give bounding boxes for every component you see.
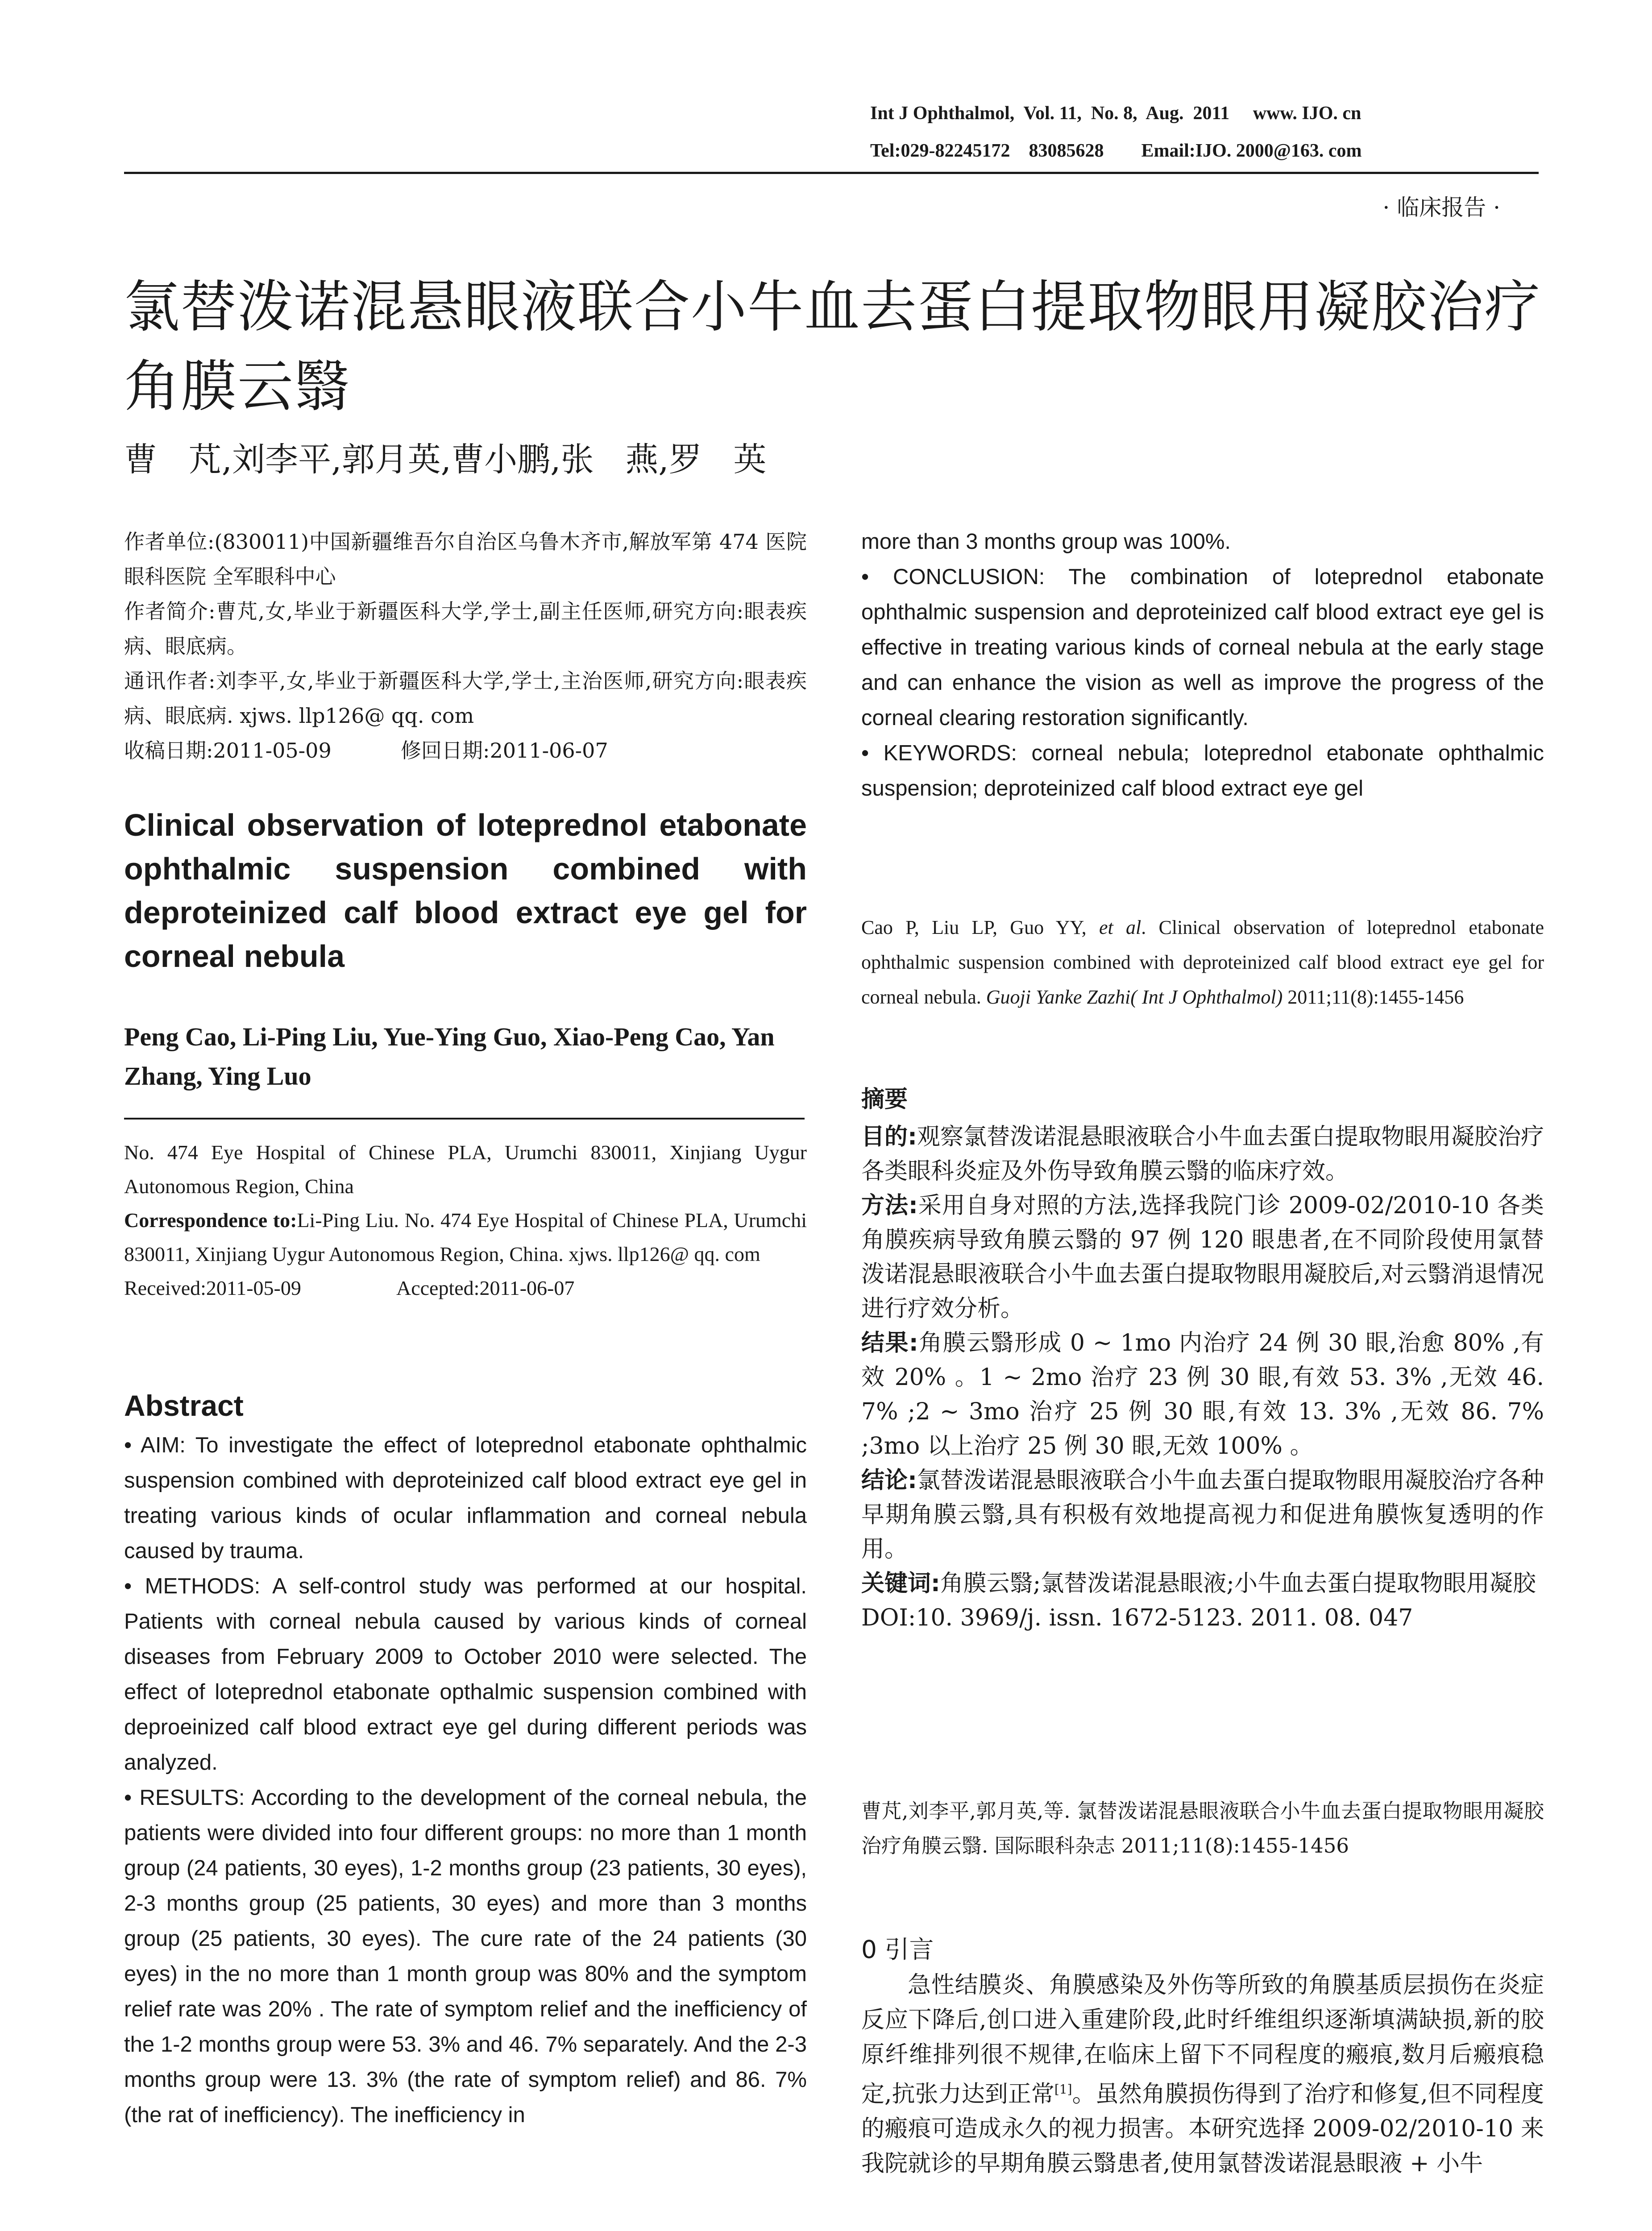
- citation-en-title: . Clinical observation of loteprednol etabonate ophthalmic suspension combined with deproteinized calf blood extract eye gel for corneal nebula.: [861, 916, 1544, 1008]
- citation-en-etal: et al: [1099, 916, 1141, 938]
- citation-en-journal: Guoji Yanke Zazhi( Int J Ophthalmol): [986, 986, 1283, 1008]
- results-text-cn: 角膜云翳形成 0 ~ 1mo 内治疗 24 例 30 眼,治愈 80% ,有效 20% 。1 ~ 2mo 治疗 23 例 30 眼,有效 53. 3% ,无效 46. 7% ;2 ~ 3mo 治疗 25 例 30 眼,有效 13. 3% ,无效 86. 7% ;3mo 以上治疗 25 例 30 眼,无效 100% 。: [861, 1330, 1544, 1460]
- contact-header: Tel:029-82245172 83085628 Email:IJO. 2000@163. com: [870, 141, 1362, 161]
- abstract-cn-conclusion: [861, 1464, 1544, 1567]
- abstract-methods: • METHODS: A self-control study was performed at our hospital. Patients with corneal nebula caused by various kinds of corneal diseases from February 2009 to October 2010 were selected. The effect of loteprednol etabonate opthalmic suspension combined with deproeinized calf blood extract eye gel during different periods was analyzed.: [124, 1574, 807, 1775]
- affiliation-cn: [124, 524, 807, 768]
- header-rule: [124, 172, 1539, 174]
- conclusion-text-cn: 氯替泼诺混悬眼液联合小牛血去蛋白提取物眼用凝胶治疗各种早期角膜云翳,具有积极有效地提高视力和促进角膜恢复透明的作用。: [861, 1467, 1544, 1563]
- keywords-text-cn: 角膜云翳;氯替泼诺混悬眼液;小牛血去蛋白提取物眼用凝胶: [940, 1570, 1536, 1597]
- citation-en-volume: 2011;11(8):1455-1456: [1283, 986, 1464, 1008]
- aim-label-cn: 目的:: [861, 1124, 917, 1150]
- citation-en: [861, 910, 1544, 1015]
- abstract-cn: [861, 1120, 1544, 1635]
- intro-heading: 0 引言: [861, 1935, 934, 1964]
- received-date-cn: 收稿日期:2011-05-09: [124, 738, 332, 763]
- dates-en: [124, 1271, 807, 1305]
- intro-paragraph: [861, 1968, 1544, 2181]
- correspondence-label: Correspondence to:: [124, 1209, 297, 1232]
- abstract-keywords: • KEYWORDS: corneal nebula; loteprednol etabonate ophthalmic suspension; deproteinized calf blood extract eye gel: [861, 741, 1544, 800]
- title-cn: 氯替泼诺混悬眼液联合小牛血去蛋白提取物眼用凝胶治疗角膜云翳: [124, 275, 1541, 419]
- journal-header: Int J Ophthalmol, Vol. 11, No. 8, Aug. 2011 www. IJO. cn: [870, 103, 1361, 124]
- corresponding-author: 通讯作者:刘李平,女,毕业于新疆医科大学,学士,主治医师,研究方向:眼表疾病、眼底病. xjws. llp126@ qq. com: [124, 669, 807, 728]
- affiliation-unit: 作者单位:(830011)中国新疆维吾尔自治区乌鲁木齐市,解放军第 474 医院眼科医院 全军眼科中心: [124, 530, 807, 589]
- author-intro: 作者简介:曹芃,女,毕业于新疆医科大学,学士,副主任医师,研究方向:眼表疾病、眼底病。: [124, 599, 807, 658]
- intro-text-1: 急性结膜炎、角膜感染及外伤等所致的角膜基质层损伤在炎症反应下降后,创口进入重建阶段,此时纤维组织逐渐填满缺损,新的胶原纤维排列很不规律,在临床上留下不同程度的瘢痕,数月后瘢痕稳定,抗张力达到正常: [861, 1972, 1544, 2108]
- abstract-conclusion: • CONCLUSION: The combination of loteprednol etabonate ophthalmic suspension and deproteinized calf blood extract eye gel is effective in treating various kinds of corneal nebula at the early stage and can enhance the vision as well as improve the progress of the corneal clearing restoration significantly.: [861, 565, 1544, 730]
- abstract-aim: • AIM: To investigate the effect of loteprednol etabonate ophthalmic suspension combined with deproteinized calf blood extract eye gel in treating various kinds of ocular inflammation and corneal nebula caused by trauma.: [124, 1433, 807, 1563]
- abstract-results-cont: more than 3 months group was 100%.: [861, 530, 1231, 554]
- section-label: · 临床报告 ·: [1382, 195, 1500, 220]
- abstract-results: • RESULTS: According to the development of the corneal nebula, the patients were divided into four different groups: no more than 1 month group (24 patients, 30 eyes), 1-2 months group (23 patients, 30 eyes), 2-3 months group (25 patients, 30 eyes) and more than 3 months group (25 patients, 30 eyes). The cure rate of the 24 patients (30 eyes) in the no more than 1 month group was 80% and the symptom relief rate was 20% . The rate of symptom relief and the inefficiency of the 1-2 months group were 53. 3% and 46. 7% separately. And the 2-3 months group were 13. 3% (the rate of symptom relief) and 86. 7% (the rat of inefficiency). The inefficiency in: [124, 1786, 807, 2127]
- dates-cn: [124, 733, 807, 768]
- abstract-heading: Abstract: [124, 1389, 244, 1422]
- affiliation-address: No. 474 Eye Hospital of Chinese PLA, Urumchi 830011, Xinjiang Uygur Autonomous Region, China: [124, 1141, 807, 1198]
- citation-cn: 曹芃,刘李平,郭月英,等. 氯替泼诺混悬眼液联合小牛血去蛋白提取物眼用凝胶治疗角膜云翳. 国际眼科杂志 2011;11(8):1455-1456: [861, 1799, 1544, 1858]
- conclusion-label-cn: 结论:: [861, 1467, 917, 1494]
- correspondence-text: Li-Ping Liu. No. 474 Eye Hospital of Chinese PLA, Urumchi 830011, Xinjiang Uygur Autonomous Region, China. xjws. llp126@ qq. com: [124, 1209, 807, 1265]
- citation-en-authors: Cao P, Liu LP, Guo YY,: [861, 916, 1099, 938]
- keywords-label-cn: 关键词:: [861, 1570, 940, 1597]
- affiliation-en: [124, 1136, 807, 1305]
- abstract-en-right: [861, 524, 1544, 806]
- authors-en: Peng Cao, Li-Ping Liu, Yue-Ying Guo, Xiao-Peng Cao, Yan Zhang, Ying Luo: [124, 1022, 775, 1091]
- authors-cn: 曹 芃,刘李平,郭月英,曹小鹏,张 燕,罗 英: [124, 440, 767, 479]
- intro-ref-mark: [1]: [1054, 2082, 1072, 2097]
- aim-text-cn: 观察氯替泼诺混悬眼液联合小牛血去蛋白提取物眼用凝胶治疗各类眼科炎症及外伤导致角膜云翳的临床疗效。: [861, 1124, 1544, 1185]
- intro-text-2: 。虽然角膜损伤得到了治疗和修复,但不同程度的瘢痕可造成永久的视力损害。本研究选择 2009-02/2010-10 来我院就诊的早期角膜云翳患者,使用氯替泼诺混悬眼液 + 小牛: [861, 2081, 1544, 2177]
- results-label-cn: 结果:: [861, 1330, 918, 1356]
- abstract-cn-aim: [861, 1120, 1544, 1189]
- abstract-cn-keywords: [861, 1567, 1544, 1601]
- abstract-cn-results: [861, 1326, 1544, 1464]
- title-en: Clinical observation of loteprednol etabonate ophthalmic suspension combined with deproteinized calf blood extract eye gel for corneal nebula: [124, 808, 807, 974]
- received-date-en: Received:2011-05-09: [124, 1277, 301, 1299]
- correspondence-en: [124, 1203, 807, 1271]
- affiliation-rule: [124, 1118, 805, 1120]
- methods-text-cn: 采用自身对照的方法,选择我院门诊 2009-02/2010-10 各类角膜疾病导致角膜云翳的 97 例 120 眼患者,在不同阶段使用氯替泼诺混悬眼液联合小牛血去蛋白提取物眼用凝胶后,对云翳消退情况进行疗效分析。: [861, 1192, 1544, 1322]
- revised-date-cn: 修回日期:2011-06-07: [401, 738, 608, 763]
- accepted-date-en: Accepted:2011-06-07: [396, 1277, 575, 1299]
- abstract-cn-heading: 摘要: [861, 1086, 908, 1113]
- abstract-cn-methods: [861, 1189, 1544, 1326]
- abstract-en-left: [124, 1428, 807, 2133]
- doi: DOI:10. 3969/j. issn. 1672-5123. 2011. 08. 047: [861, 1605, 1413, 1631]
- methods-label-cn: 方法:: [861, 1192, 918, 1219]
